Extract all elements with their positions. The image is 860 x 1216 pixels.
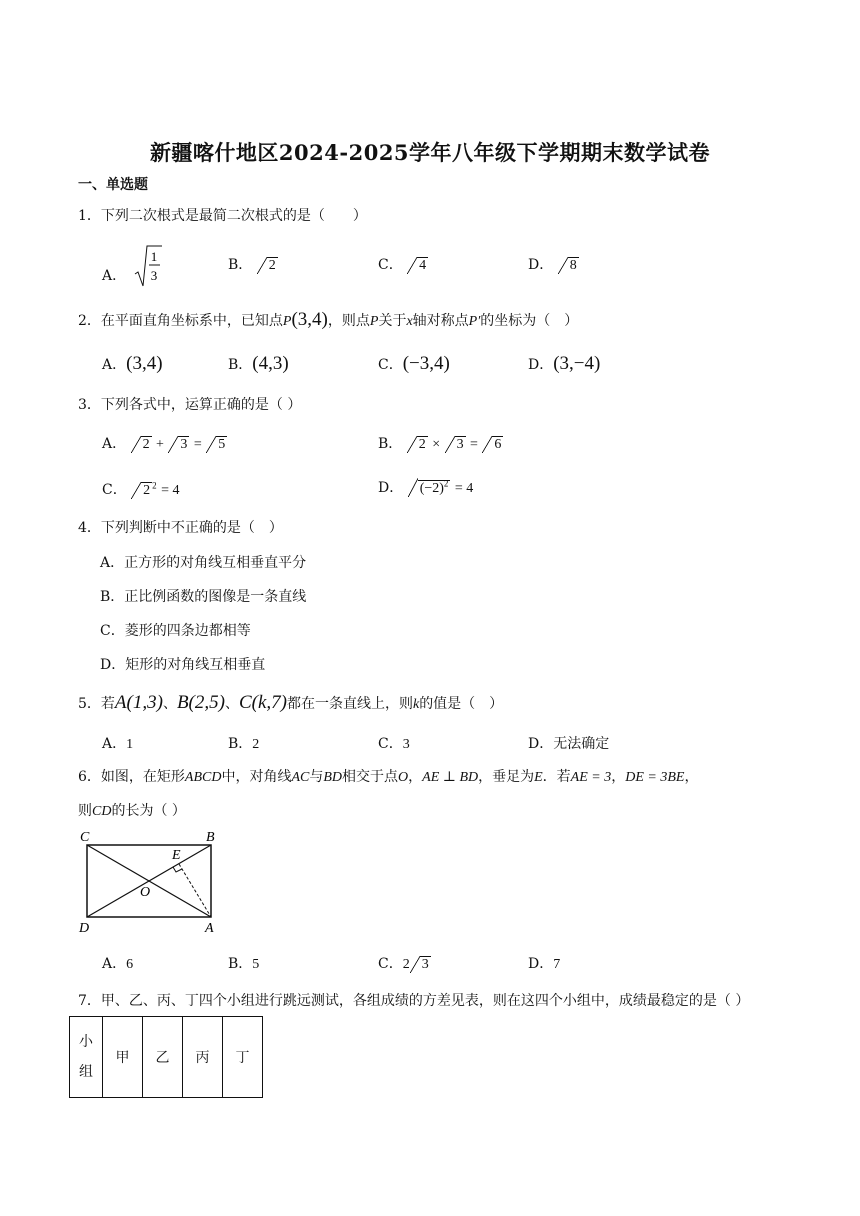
exponent: 2 [443, 478, 449, 489]
table-row [70, 1017, 263, 1098]
option-label: B． [378, 436, 403, 452]
q6-math: AC [291, 770, 310, 785]
radicand-base: (−2) [419, 481, 444, 496]
radicand: 6 [494, 437, 502, 452]
question-4-stem: 4．下列判断中不正确的是（ ） [78, 520, 283, 536]
header-char: 小 [79, 1034, 93, 1050]
section-heading: 一、单选题 [78, 177, 148, 193]
radicand: 3 [421, 957, 429, 972]
q5-text: 都在一条直线上，则 [286, 696, 413, 712]
sqrt-symbol [408, 478, 451, 497]
table-header-cell: 乙 [143, 1017, 183, 1098]
q2-text: 关于 [378, 313, 407, 329]
option-label: D． [528, 257, 554, 273]
q5-var: k [412, 697, 420, 712]
option-label: B． [228, 956, 253, 972]
option-label: B． [228, 736, 253, 752]
sqrt-symbol [407, 436, 428, 453]
q6-math: BD [323, 770, 343, 785]
option-value: (3,−4) [553, 353, 601, 374]
q6-text: 中，对角线 [221, 769, 292, 785]
question-6-stem-line1 [78, 766, 698, 786]
q6-text: 与 [309, 769, 324, 785]
q6-math: ABCD [184, 770, 222, 785]
option-value: 5 [252, 957, 260, 972]
sqrt-symbol [131, 482, 152, 499]
option-value: 7 [553, 957, 561, 972]
label-e: E [172, 848, 181, 863]
label-b: B [206, 830, 215, 845]
option-label: A． [102, 436, 127, 452]
option-value: 3 [402, 737, 410, 752]
q1-d-value: 8 [569, 258, 577, 273]
page-title: 新疆喀什地区2024-2025学年八年级下学期期末数学试卷 [149, 140, 711, 165]
q4-option-a: A．正方形的对角线互相垂直平分 [100, 555, 307, 571]
q1-option-a [102, 244, 163, 288]
table-header-cell: 丙 [183, 1017, 223, 1098]
q5-option-d [528, 733, 609, 753]
question-5-stem [78, 692, 503, 714]
q5-sep: 、 [224, 696, 239, 712]
sqrt-symbol [410, 956, 431, 973]
option-value: 2 [402, 957, 410, 972]
radicand: 2 [143, 483, 151, 498]
question-2-stem [78, 309, 578, 331]
q6-text: ， [684, 769, 699, 785]
q6-text: ，垂足为 [478, 769, 535, 785]
option-value: 6 [126, 957, 134, 972]
option-label: C． [378, 257, 403, 273]
q4-option-c: C．菱形的四条边都相等 [100, 623, 251, 639]
option-value: 1 [126, 737, 134, 752]
q2-option-d [528, 353, 600, 375]
option-value: 2 [252, 737, 260, 752]
q6-math: E [534, 770, 543, 785]
option-label: A． [102, 736, 127, 752]
q6-math: O [398, 770, 409, 785]
option-value: 无法确定 [553, 736, 610, 752]
option-label: C． [378, 956, 403, 972]
label-d: D [79, 921, 90, 936]
q3-option-c [102, 479, 180, 499]
q5-point-a: A(1,3) [114, 692, 163, 713]
q6-text: 6．如图，在矩形 [78, 769, 185, 785]
operator: + [156, 437, 164, 452]
exponent: 2 [152, 480, 157, 491]
q6-math: DE = 3BE [625, 770, 685, 785]
q6-option-b [228, 953, 259, 973]
q6-text: ， [408, 769, 423, 785]
option-label: C． [378, 736, 403, 752]
q5-option-c [378, 733, 410, 753]
result: = 4 [454, 481, 474, 496]
q4-option-d: D．矩形的对角线互相垂直 [100, 657, 266, 673]
q5-text: 5．若 [78, 696, 115, 712]
sqrt-symbol [482, 436, 503, 453]
option-value: (−3,4) [402, 353, 450, 374]
q2-axis: x [406, 314, 413, 329]
option-label: C． [102, 482, 127, 498]
radicand: 2 [142, 437, 150, 452]
option-value: (4,3) [252, 353, 289, 374]
q5-point-b: B(2,5) [176, 692, 225, 713]
q2-point-prime: P′ [468, 314, 481, 329]
option-label: C． [378, 357, 403, 373]
q1-c-value: 4 [419, 258, 427, 273]
radicand [418, 480, 451, 496]
question-7-stem: 7．甲、乙、丙、丁四个小组进行跳远测试，各组成绩的方差见表，则在这四个小组中，成绩最稳定的是（ ） [78, 993, 750, 1009]
q1-a-denominator: 3 [150, 268, 157, 283]
label-c: C [80, 830, 90, 845]
q6-option-c [378, 953, 431, 973]
q2-coord: (3,4) [291, 309, 328, 330]
radicand: 5 [218, 437, 226, 452]
header-char: 组 [79, 1064, 93, 1080]
q6-option-a [102, 953, 133, 973]
q6-text: 相交于点 [342, 769, 399, 785]
sqrt-fraction-icon [133, 244, 163, 288]
sqrt-symbol [407, 257, 428, 274]
q5-option-b [228, 733, 259, 753]
question-6-stem-line2 [78, 800, 186, 820]
q2-text: 轴对称点 [412, 313, 469, 329]
q1-a-numerator: 1 [150, 249, 157, 264]
q6-math: CD [92, 804, 112, 819]
q2-option-a [102, 353, 163, 375]
result: = 4 [161, 483, 180, 498]
radicand: 2 [418, 437, 426, 452]
radicand: 3 [456, 437, 464, 452]
q6-text: 则 [78, 803, 92, 819]
question-1-stem: 1．下列二次根式是最简二次根式的是（ ） [78, 208, 367, 224]
table-header-cell: 丁 [223, 1017, 263, 1098]
option-label: D． [528, 956, 554, 972]
label-o: O [140, 885, 151, 900]
radicand: 3 [180, 437, 188, 452]
q3-option-d [378, 477, 473, 497]
q2-text: ，则点 [327, 313, 370, 329]
rectangle-diagram [76, 826, 256, 936]
q6-text: ．若 [542, 769, 571, 785]
q2-option-c [378, 353, 450, 375]
option-value: (3,4) [126, 353, 163, 374]
q6-text: ， [611, 769, 626, 785]
q5-point-c: C(k,7) [238, 692, 287, 713]
q1-option-c [378, 254, 428, 274]
option-label: D． [528, 357, 554, 373]
q3-option-a [102, 433, 227, 453]
option-label: A． [102, 357, 127, 373]
table-header-cell [70, 1017, 103, 1098]
q5-option-a [102, 733, 133, 753]
q6-option-d [528, 953, 560, 973]
q5-text: 的值是（ ） [419, 696, 504, 712]
option-label: B． [228, 257, 253, 273]
q6-math: AE = 3 [570, 770, 612, 785]
q2-text: 的坐标为（ ） [480, 313, 579, 329]
q6-text: 的长为（ ） [111, 803, 186, 819]
q2-point: P [369, 314, 379, 329]
sqrt-symbol [558, 257, 579, 274]
option-label: A． [102, 268, 127, 284]
operator: × [432, 437, 441, 452]
q2-point: P [282, 314, 292, 329]
label-a: A [205, 921, 214, 936]
operator: = [470, 437, 478, 452]
q4-option-b: B．正比例函数的图像是一条直线 [100, 589, 307, 605]
q3-option-b [378, 433, 503, 453]
sqrt-symbol [131, 436, 152, 453]
sqrt-symbol [445, 436, 466, 453]
q2-option-b [228, 353, 289, 375]
variance-table [69, 1016, 263, 1098]
operator: = [193, 437, 202, 452]
q1-b-value: 2 [268, 258, 276, 273]
option-label: D． [378, 480, 404, 496]
q2-text: 2．在平面直角坐标系中，已知点 [78, 313, 283, 329]
question-3-stem: 3．下列各式中，运算正确的是（ ） [78, 397, 302, 413]
option-label: B． [228, 357, 253, 373]
q1-option-b [228, 254, 278, 274]
q1-option-d [528, 254, 579, 274]
option-label: A． [102, 956, 127, 972]
sqrt-symbol [257, 257, 278, 274]
option-label: D． [528, 736, 554, 752]
sqrt-symbol [206, 436, 227, 453]
q6-math: AE ⊥ BD [422, 770, 479, 785]
q5-sep: 、 [162, 696, 177, 712]
table-header-cell: 甲 [103, 1017, 143, 1098]
sqrt-symbol [168, 436, 189, 453]
